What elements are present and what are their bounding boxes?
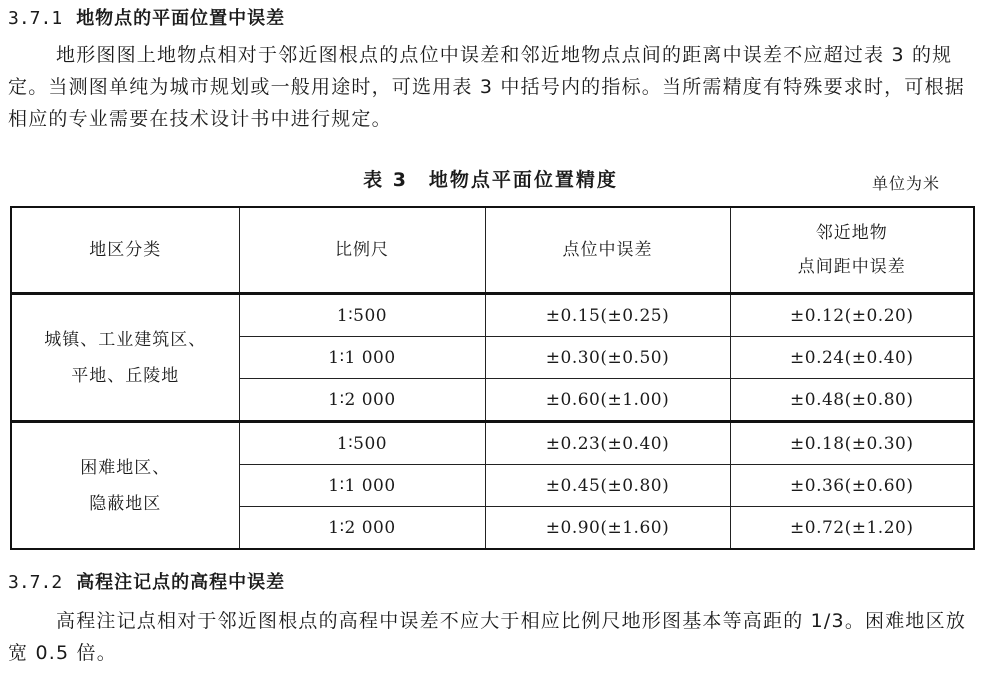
distance-error-cell: ±0.18(±0.30) <box>730 422 974 465</box>
area-cell <box>11 422 239 550</box>
scale-cell: 1∶1 000 <box>239 337 485 379</box>
header-distance-error-line1: 邻近地物 <box>815 223 888 243</box>
point-error-cell: ±0.23(±0.40) <box>485 422 730 465</box>
point-error-cell: ±0.30(±0.50) <box>485 337 730 379</box>
table-row <box>11 422 974 465</box>
section-number: 3.7.2 <box>8 572 63 593</box>
distance-error-cell: ±0.72(±1.20) <box>730 507 974 550</box>
table-unit: 单位为米 <box>872 174 941 193</box>
distance-error-cell: ±0.12(±0.20) <box>730 294 974 337</box>
distance-error-cell: ±0.24(±0.40) <box>730 337 974 379</box>
area-line1: 困难地区、 <box>80 457 171 478</box>
point-error-cell: ±0.90(±1.60) <box>485 507 730 550</box>
section-title: 地物点的平面位置中误差 <box>76 8 286 29</box>
section-paragraph: 地形图图上地物点相对于邻近图根点的点位中误差和邻近地物点点间的距离中误差不应超过表 3 的规定。当测图单纯为城市规划或一般用途时，可选用表 3 中括号内的指标。当所需精度有特殊要求时，可根据相应的专业需要在技术设计书中进行规定。 <box>8 44 965 130</box>
distance-error-cell: ±0.36(±0.60) <box>730 465 974 507</box>
scale-cell: 1∶500 <box>239 422 485 465</box>
section-number: 3.7.1 <box>8 8 63 29</box>
distance-error-cell: ±0.48(±0.80) <box>730 379 974 422</box>
point-error-cell: ±0.60(±1.00) <box>485 379 730 422</box>
header-distance-error <box>730 207 974 294</box>
scale-cell: 1∶500 <box>239 294 485 337</box>
area-line2: 隐蔽地区 <box>89 493 162 514</box>
table-row <box>11 294 974 337</box>
section-heading-3-7-2 <box>8 568 285 594</box>
scale-cell: 1∶2 000 <box>239 379 485 422</box>
section-title: 高程注记点的高程中误差 <box>76 572 286 593</box>
area-line1: 城镇、工业建筑区、 <box>44 329 207 350</box>
point-error-cell: ±0.45(±0.80) <box>485 465 730 507</box>
area-cell <box>11 294 239 422</box>
scale-cell: 1∶1 000 <box>239 465 485 507</box>
point-error-cell: ±0.15(±0.25) <box>485 294 730 337</box>
section-paragraph: 高程注记点相对于邻近图根点的高程中误差不应大于相应比例尺地形图基本等高距的 1/3。困难地区放宽 0.5 倍。 <box>8 610 967 664</box>
area-line2: 平地、丘陵地 <box>71 365 180 386</box>
table-header-row <box>11 207 974 294</box>
header-area: 地区分类 <box>11 207 239 294</box>
scale-cell: 1∶2 000 <box>239 507 485 550</box>
section-heading-3-7-1 <box>8 4 285 30</box>
table-caption: 表 3 地物点平面位置精度 <box>363 169 618 191</box>
accuracy-table <box>10 206 975 550</box>
header-scale: 比例尺 <box>239 207 485 294</box>
header-distance-error-line2: 点间距中误差 <box>797 257 906 277</box>
header-point-error: 点位中误差 <box>485 207 730 294</box>
